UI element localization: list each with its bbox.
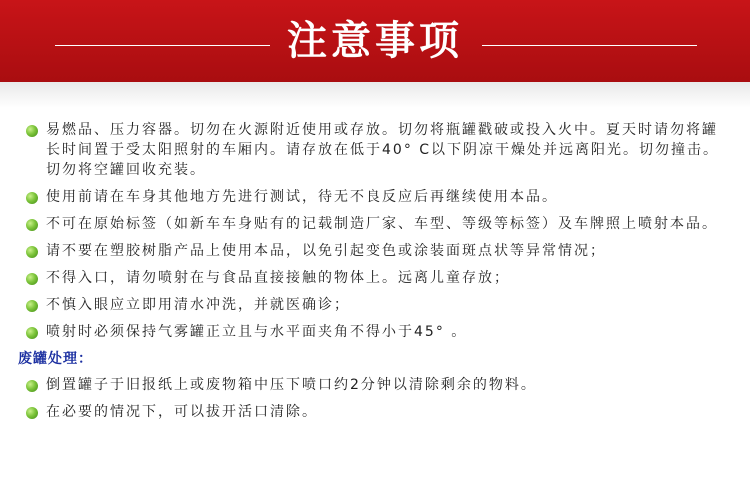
list-item (26, 120, 731, 180)
list-item (26, 295, 731, 315)
note-text: 易燃品、压力容器。切勿在火源附近使用或存放。切勿将瓶罐戳破或投入火中。夏天时请勿将罐长时间置于受太阳照射的车厢内。请存放在低于40° C以下阴凉干燥处并远离阳光。切勿撞击。切勿将空罐回收充装。 (46, 122, 720, 178)
banner-rule-right (482, 45, 697, 46)
green-bullet-icon (26, 192, 38, 204)
disposal-text: 倒置罐子于旧报纸上或废物箱中压下喷口约2分钟以清除剩余的物料。 (46, 377, 537, 393)
green-bullet-icon (26, 246, 38, 258)
disposal-section-title: 废罐处理： (18, 351, 93, 367)
header-banner (0, 0, 750, 82)
note-text: 不可在原始标签（如新车车身贴有的记载制造厂家、车型、等级等标签）及车牌照上喷射本品。 (46, 216, 718, 232)
green-bullet-icon (26, 327, 38, 339)
note-text: 请不要在塑胶树脂产品上使用本品，以免引起变色或涂装面斑点状等异常情况； (46, 243, 606, 259)
list-item (26, 241, 731, 261)
note-text: 喷射时必须保持气雾罐正立且与水平面夹角不得小于45° 。 (46, 324, 468, 340)
page-title: 注意事项 (287, 18, 463, 64)
list-item (26, 402, 731, 422)
disposal-text: 在必要的情况下，可以拔开活口清除。 (46, 404, 318, 420)
green-bullet-icon (26, 300, 38, 312)
list-item (26, 375, 731, 395)
notes-content (18, 120, 731, 429)
green-bullet-icon (26, 407, 38, 419)
banner-shadow (0, 82, 750, 108)
green-bullet-icon (26, 125, 38, 137)
list-item (26, 214, 731, 234)
list-item (26, 187, 731, 207)
green-bullet-icon (26, 273, 38, 285)
list-item (26, 322, 731, 342)
note-text: 使用前请在车身其他地方先进行测试，待无不良反应后再继续使用本品。 (46, 189, 558, 205)
note-text: 不得入口，请勿喷射在与食品直接接触的物体上。远离儿童存放； (46, 270, 510, 286)
note-text: 不慎入眼应立即用清水冲洗，并就医确诊； (46, 297, 350, 313)
green-bullet-icon (26, 380, 38, 392)
list-item (26, 268, 731, 288)
green-bullet-icon (26, 219, 38, 231)
